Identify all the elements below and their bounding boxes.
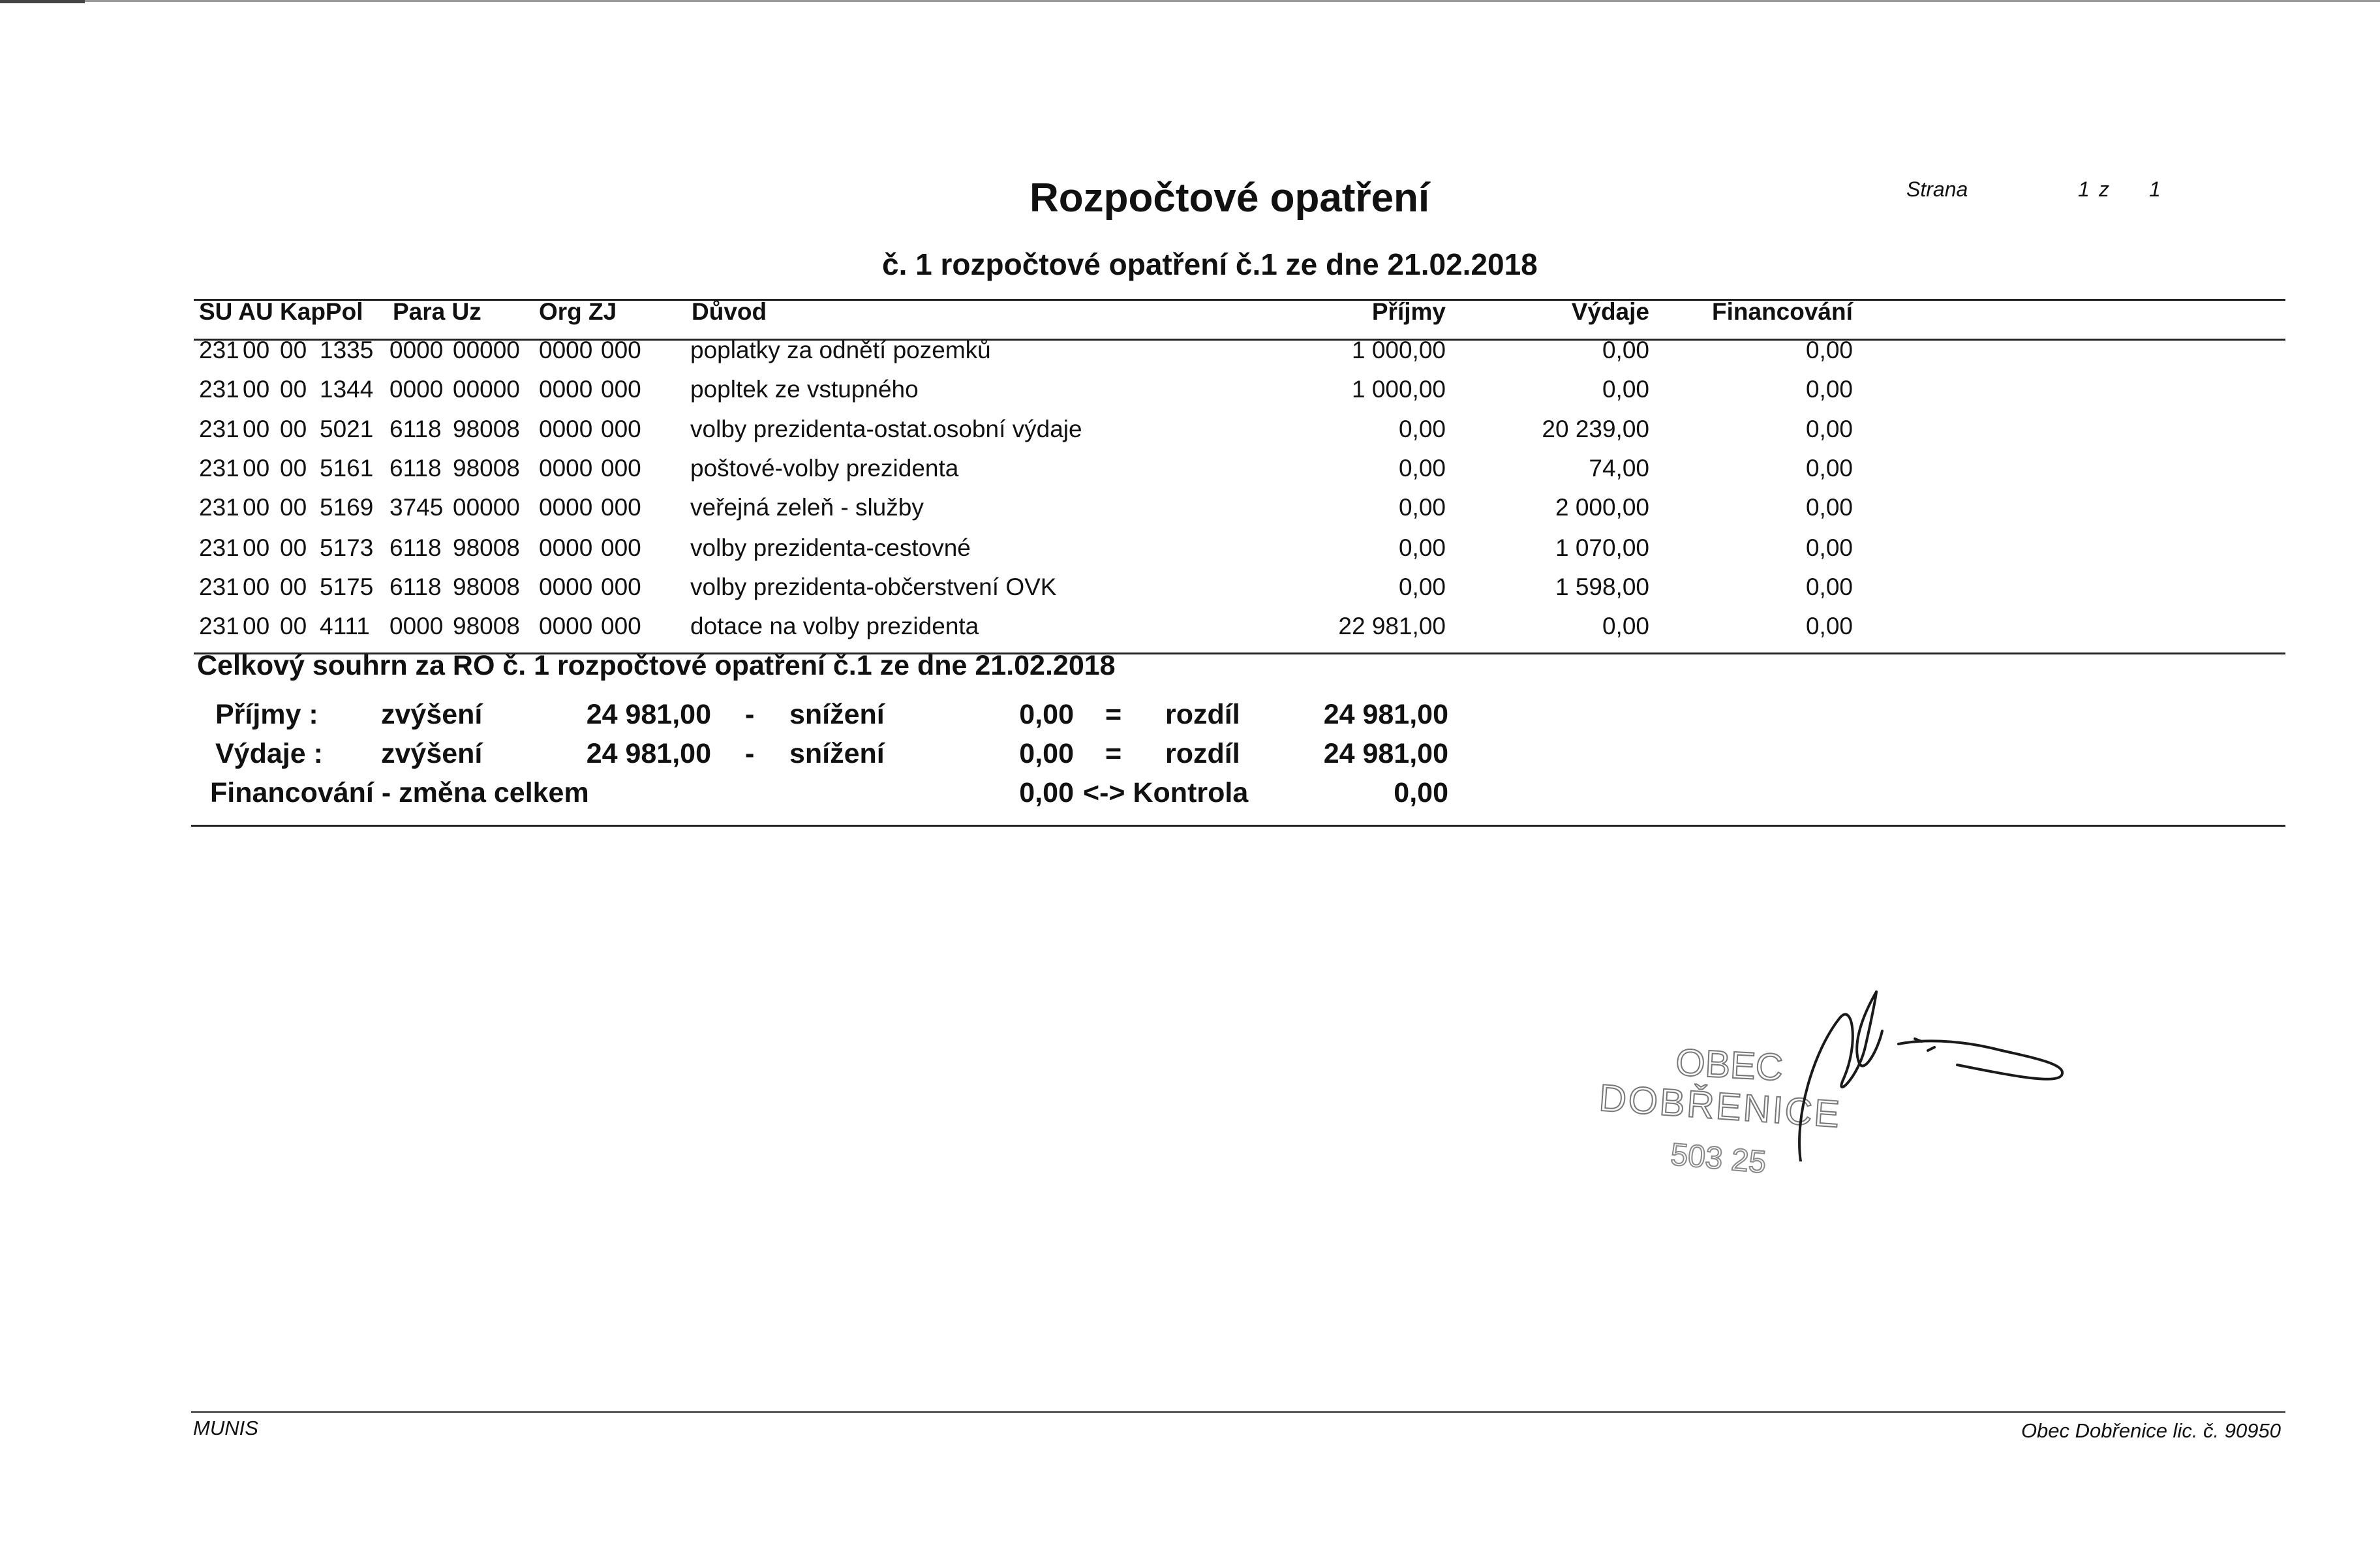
- header-prijmy: Příjmy: [1371, 298, 1446, 325]
- cell-vydaje: 1 070,00: [1555, 534, 1649, 561]
- cell-zj: 000: [601, 494, 641, 521]
- cell-su: 231: [199, 494, 239, 521]
- page-total: 1: [2149, 177, 2161, 201]
- cell-au: 00: [243, 613, 270, 639]
- cell-kap: 00: [280, 455, 307, 482]
- cell-financovani: 0,00: [1805, 455, 1853, 482]
- header-vydaje: Výdaje: [1571, 298, 1649, 325]
- summary-prijmy-snizeni-label: snížení: [789, 699, 885, 730]
- signature: [1762, 966, 2088, 1161]
- cell-kap: 00: [280, 534, 307, 561]
- summary-bottom-rule: [191, 825, 2285, 827]
- cell-au: 00: [243, 416, 270, 442]
- summary-vydaje-snizeni-label: snížení: [789, 738, 885, 769]
- cell-prijmy: 0,00: [1398, 574, 1446, 600]
- summary-kontrola-value: 0,00: [1394, 777, 1448, 808]
- cell-duvod: volby prezidenta-cestovné: [690, 534, 971, 561]
- cell-vydaje: 0,00: [1602, 337, 1649, 363]
- cell-org: 0000: [539, 337, 593, 363]
- header-financovani: Financování: [1712, 298, 1853, 325]
- cell-su: 231: [199, 455, 239, 482]
- cell-au: 00: [243, 534, 270, 561]
- cell-pol: 5169: [320, 494, 374, 521]
- cell-uz: 00000: [453, 494, 520, 521]
- cell-zj: 000: [601, 376, 641, 403]
- page-indicator: [1906, 177, 2161, 202]
- cell-uz: 98008: [453, 534, 520, 561]
- cell-zj: 000: [601, 574, 641, 600]
- cell-au: 00: [243, 337, 270, 363]
- cell-financovani: 0,00: [1805, 613, 1853, 639]
- cell-prijmy: 0,00: [1398, 534, 1446, 561]
- footer-license: Obec Dobřenice lic. č. 90950: [2021, 1419, 2281, 1442]
- cell-au: 00: [243, 455, 270, 482]
- cell-au: 00: [243, 376, 270, 403]
- cell-prijmy: 1 000,00: [1351, 376, 1446, 403]
- cell-zj: 000: [601, 416, 641, 442]
- cell-prijmy: 0,00: [1398, 494, 1446, 521]
- cell-vydaje: 74,00: [1589, 455, 1649, 482]
- cell-zj: 000: [601, 455, 641, 482]
- cell-para: 6118: [389, 534, 442, 561]
- cell-para: 6118: [389, 455, 442, 482]
- cell-para: 0000: [389, 376, 444, 403]
- cell-pol: 1344: [320, 376, 374, 403]
- cell-vydaje: 2 000,00: [1555, 494, 1649, 521]
- cell-vydaje: 0,00: [1602, 613, 1649, 639]
- cell-prijmy: 0,00: [1398, 455, 1446, 482]
- cell-uz: 98008: [453, 574, 520, 600]
- header-su-au-kappol: SU AU KapPol: [199, 298, 363, 325]
- cell-su: 231: [199, 613, 239, 639]
- cell-prijmy: 0,00: [1398, 416, 1446, 442]
- cell-org: 0000: [539, 574, 593, 600]
- cell-duvod: poštové-volby prezidenta: [690, 455, 959, 482]
- cell-zj: 000: [601, 337, 641, 363]
- summary-prijmy-minus: -: [745, 699, 755, 730]
- header-duvod: Důvod: [692, 298, 767, 325]
- cell-kap: 00: [280, 337, 307, 363]
- footer-software-name: MUNIS: [193, 1417, 258, 1439]
- document-subtitle: č. 1 rozpočtové opatření č.1 ze dne 21.02.2018: [882, 247, 1538, 281]
- summary-financovani-label: Financování - změna celkem: [210, 777, 589, 808]
- cell-uz: 00000: [453, 337, 520, 363]
- summary-vydaje-zvyseni-value: 24 981,00: [586, 738, 711, 769]
- cell-org: 0000: [539, 455, 593, 482]
- summary-heading: Celkový souhrn za RO č. 1 rozpočtové opatření č.1 ze dne 21.02.2018: [197, 650, 1116, 681]
- cell-pol: 5175: [320, 574, 374, 600]
- summary-vydaje-zvyseni-label: zvýšení: [381, 738, 483, 769]
- cell-financovani: 0,00: [1805, 574, 1853, 600]
- scan-edge-line: [0, 0, 2380, 2]
- cell-kap: 00: [280, 376, 307, 403]
- summary-kontrola-label: <-> Kontrola: [1083, 777, 1249, 808]
- cell-pol: 5161: [320, 455, 374, 482]
- cell-financovani: 0,00: [1805, 376, 1853, 403]
- page-current: 1: [2078, 177, 2090, 201]
- cell-vydaje: 20 239,00: [1542, 416, 1649, 442]
- cell-prijmy: 22 981,00: [1338, 613, 1446, 639]
- cell-org: 0000: [539, 534, 593, 561]
- cell-kap: 00: [280, 613, 307, 639]
- stamp-line-obec: OBEC: [1674, 1041, 1784, 1089]
- stamp-line-town: DOBŘENICE: [1597, 1076, 1843, 1136]
- cell-para: 3745: [389, 494, 444, 521]
- cell-su: 231: [199, 416, 239, 442]
- summary-vydaje-equals: =: [1105, 738, 1122, 769]
- cell-su: 231: [199, 574, 239, 600]
- summary-prijmy-snizeni-value: 0,00: [1019, 699, 1074, 730]
- summary-prijmy-rozdil-label: rozdíl: [1165, 699, 1240, 730]
- summary-vydaje-rozdil-value: 24 981,00: [1323, 738, 1448, 769]
- cell-org: 0000: [539, 494, 593, 521]
- cell-uz: 98008: [453, 613, 520, 639]
- cell-pol: 1335: [320, 337, 374, 363]
- summary-vydaje-label: Výdaje :: [215, 738, 323, 769]
- cell-duvod: poplatky za odnětí pozemků: [690, 337, 991, 363]
- page-separator: z: [2099, 177, 2109, 201]
- cell-zj: 000: [601, 613, 641, 639]
- header-org-zj: Org ZJ: [539, 298, 617, 325]
- cell-org: 0000: [539, 416, 593, 442]
- cell-para: 6118: [389, 574, 442, 600]
- cell-uz: 98008: [453, 455, 520, 482]
- summary-prijmy-zvyseni-value: 24 981,00: [586, 699, 711, 730]
- cell-duvod: volby prezidenta-ostat.osobní výdaje: [690, 416, 1082, 442]
- cell-au: 00: [243, 494, 270, 521]
- summary-prijmy-label: Příjmy :: [215, 699, 318, 730]
- stamp-line-zip: 503 25: [1669, 1137, 1768, 1180]
- page-label: Strana: [1906, 177, 1968, 201]
- document-title: Rozpočtové opatření: [1030, 176, 1430, 221]
- cell-au: 00: [243, 574, 270, 600]
- cell-financovani: 0,00: [1805, 494, 1853, 521]
- cell-kap: 00: [280, 416, 307, 442]
- cell-uz: 00000: [453, 376, 520, 403]
- cell-financovani: 0,00: [1805, 416, 1853, 442]
- cell-pol: 5173: [320, 534, 374, 561]
- cell-duvod: popltek ze vstupného: [690, 376, 919, 403]
- cell-su: 231: [199, 534, 239, 561]
- footer-rule: [191, 1411, 2285, 1413]
- cell-org: 0000: [539, 613, 593, 639]
- summary-prijmy-zvyseni-label: zvýšení: [381, 699, 483, 730]
- cell-uz: 98008: [453, 416, 520, 442]
- cell-financovani: 0,00: [1805, 534, 1853, 561]
- cell-duvod: volby prezidenta-občerstvení OVK: [690, 574, 1057, 600]
- summary-prijmy-equals: =: [1105, 699, 1122, 730]
- cell-kap: 00: [280, 574, 307, 600]
- summary-vydaje-rozdil-label: rozdíl: [1165, 738, 1240, 769]
- cell-vydaje: 1 598,00: [1555, 574, 1649, 600]
- cell-para: 0000: [389, 613, 444, 639]
- cell-kap: 00: [280, 494, 307, 521]
- cell-prijmy: 1 000,00: [1351, 337, 1446, 363]
- summary-prijmy-rozdil-value: 24 981,00: [1323, 699, 1448, 730]
- cell-pol: 4111: [320, 613, 370, 639]
- cell-zj: 000: [601, 534, 641, 561]
- cell-para: 0000: [389, 337, 444, 363]
- header-para-uz: Para Uz: [393, 298, 481, 325]
- cell-duvod: dotace na volby prezidenta: [690, 613, 979, 639]
- cell-su: 231: [199, 337, 239, 363]
- cell-su: 231: [199, 376, 239, 403]
- cell-financovani: 0,00: [1805, 337, 1853, 363]
- summary-vydaje-snizeni-value: 0,00: [1019, 738, 1074, 769]
- cell-vydaje: 0,00: [1602, 376, 1649, 403]
- cell-duvod: veřejná zeleň - služby: [690, 494, 924, 521]
- cell-para: 6118: [389, 416, 442, 442]
- signature-scrawl: [1762, 966, 2088, 1161]
- cell-pol: 5021: [320, 416, 374, 442]
- summary-financovani-value: 0,00: [1019, 777, 1074, 808]
- scan-corner-mark: [0, 0, 85, 3]
- summary-vydaje-minus: -: [745, 738, 755, 769]
- cell-org: 0000: [539, 376, 593, 403]
